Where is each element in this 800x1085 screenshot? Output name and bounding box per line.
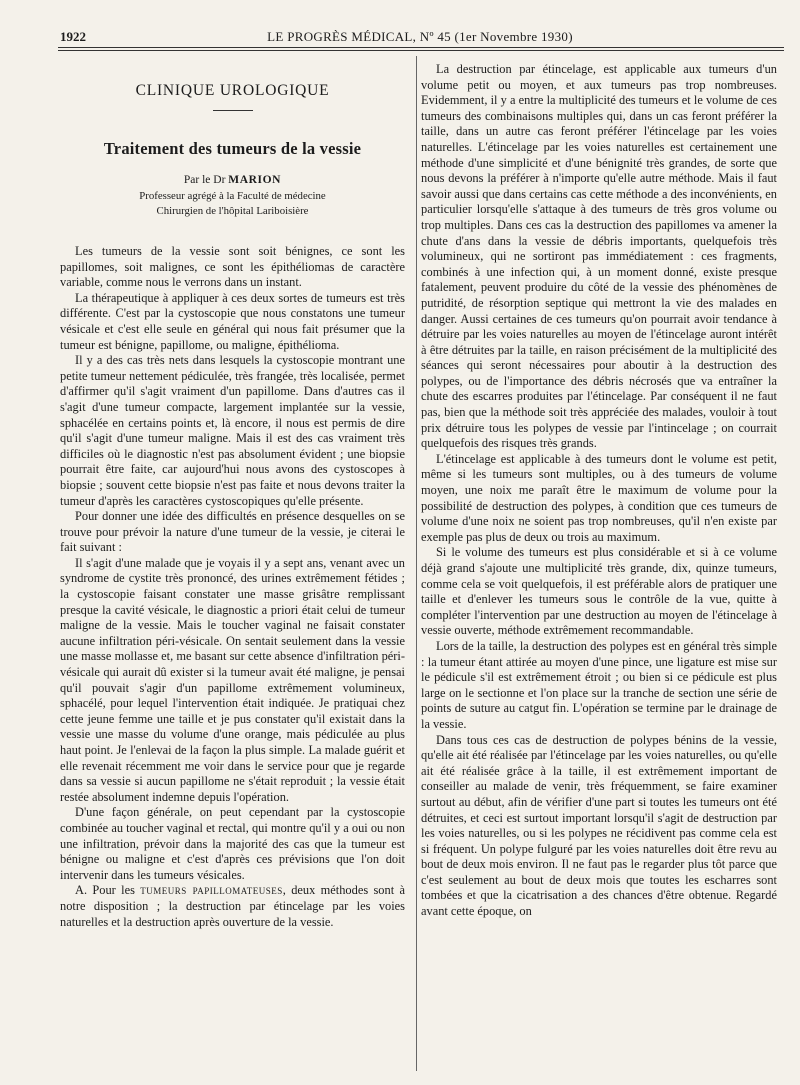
column-divider bbox=[416, 56, 417, 1071]
paragraph: La thérapeutique à appliquer à ces deux sortes de tumeurs est très différente. C'est par la cystoscopie que nous constatons une tumeur vésicale et c'est elle seule en général qui nous fait présumer que la tumeur est bénigne, papillome, ou maligne, épithélioma. bbox=[60, 290, 405, 352]
paragraph-subsection-a bbox=[60, 883, 405, 930]
header-rule-double bbox=[58, 50, 784, 51]
paragraph: D'une façon générale, on peut cependant par la cystoscopie combinée au toucher vaginal et rectal, qui montre qu'il y a oui ou non une infiltration, prévoir dans la majorité des cas que la tumeur est bénigne ou maligne et c'est d'après ces prévisions que l'on doit intervenir dans les tumeurs vésicales. bbox=[60, 805, 405, 882]
article-title: Traitement des tumeurs de la vessie bbox=[103, 139, 362, 158]
affiliation-line-2: Chirurgien de l'hôpital Lariboisière bbox=[156, 205, 309, 217]
left-column bbox=[60, 62, 405, 930]
left-body bbox=[60, 244, 405, 930]
page-number: 1922 bbox=[60, 29, 86, 44]
paragraph: Si le volume des tumeurs est plus considérable et si à ce volume déjà grand s'ajoute une multiplicité très grande, dix, quinze tumeurs, comme cela se voit quelquefois, il est préférable alors de pratiquer une taille et d'enlever les tumeurs sous le contrôle de la vue, quitte à compléter l'intervention par une destruction au moyen de l'étincelage à vessie ouverte, méthode extrêmement recommandable. bbox=[421, 545, 777, 638]
running-title: LE PROGRÈS MÉDICAL, Nº 45 (1er Novembre 1930) bbox=[267, 29, 573, 44]
paragraph: La destruction par étincelage, est applicable aux tumeurs d'un volume petit ou moyen, et aux tumeurs pas trop nombreuses. Evidemment, il y a entre la multiplicité des tumeurs et le volume de ces tumeurs des combinaisons multiples qui, dans un cas feront préférer la taille, dans un autre cas feront préférer l'étincelage par les voies naturelles. L'étincelage par les voies naturelles est certainement une méthode d'une simplicité et d'une bénignité très grandes, de sorte que nous devons la préférer à n'importe qu'elle autre méthode. Mais il faut savoir aussi que dans certains cas cette méthode a des inconvénients, en particulier lorsqu'elle s'attaque à des tumeurs de très gros volume ou trop multiples. Dans ces cas la destruction des papillomes va amener la chute d'ans dans la vessie de débris importants, quelquefois très volumineux, qui ne sortiront pas immédiatement : ces fragments, combinés à une infection qui, à un moment donné, existe presque fatalement, peuvent produire du côté de la vessie des phénomènes de putridité, de résorption septique qui mettront la vie des malades en danger. Aussi certaines de ces tumeurs qu'on pourrait avoir tendance à détruire par les voies naturelles au moyen de l'étincelage auront intérêt à être détruites par la taille, en raison précisément de la multiplicité des séances qui seront nécessaires pour aboutir à la destruction des polypes, ou de l'importance des débris nécrosés que va entraîner la chute des escarres produites par l'étincelage. Par conséquent il ne faut pas, bien que la méthode soit très appréciée des malades, vouloir à tout prix détruire tous les polypes de vessie par l'intincelage ; on courrait quelquefois des risques très grands. bbox=[421, 62, 777, 451]
paragraph: Il s'agit d'une malade que je voyais il y a sept ans, venant avec un syndrome de cystite très prononcé, des urines extrêmement fétides ; la cystoscopie faisant constater une masse grisâtre remplissant presque la cavité vésicale, le diagnostic a priori était celui de tumeur maligne de la vessie. Mais le toucher vaginal ne faisait constater aucune infiltration péri-vésicale. On sentait seulement dans la vessie une masse mollasse et, me basant sur cette absence d'infiltration péri-vésicale qui aurait dû exister si la tumeur avait été maligne, je pensai qu'il pouvait s'agir d'un papillome extrêmement volumineux, sphacélé, pour lequel l'intervention était indiquée. Je pratiquai chez cette jeune femme une taille et je pus constater qu'il existait dans la vessie une masse du volume d'une orange, mais pédiculée au plus haut point. Je l'enlevai de la façon la plus simple. La malade guérit et elle revenait récemment me voir dans le service pour que je regarde dans sa vessie si aucun papillome ne s'était reproduit ; la vessie était restée absolument indemne depuis l'opération. bbox=[60, 555, 405, 804]
right-column bbox=[421, 62, 777, 920]
subsection-term: tumeurs papillomateuses bbox=[140, 883, 283, 898]
paragraph: L'étincelage est applicable à des tumeurs dont le volume est petit, même si les tumeurs sont multiples, ou à des tumeurs de volume moyen, une noix me paraît être le maximum de volume pour la possibilité de destruction des polypes, à condition que ces tumeurs de volume d'une noix ne soient pas trop nombreuses, qu'il n'en existe par exemple pas plus de deux ou trois au maximum. bbox=[421, 451, 777, 544]
section-rule bbox=[213, 110, 253, 111]
byline-prefix: Par le Dr bbox=[183, 174, 226, 186]
author-name: MARION bbox=[228, 174, 282, 186]
paragraph: Il y a des cas très nets dans lesquels la cystoscopie montrant une petite tumeur nettement pédiculée, très frangée, très localisée, permet d'affirmer qu'il s'agit vraiment d'un papillome. Dans d'autres cas il s'agit d'une tumeur compacte, largement implantée sur la vessie, sphacélée en certains points et, là encore, il nous est permis de dire qu'il s'agit d'une tumeur maligne. Mais il est des cas vraiment très difficiles où le diagnostic n'est pas absolument évident ; une biopsie pourrait être faite, car aujourd'hui nous avons des cystoscopes à biopsie ; souvent cette biopsie n'est pas faite et nous devons traiter la tumeur d'après les caractères cystoscopiques qu'elle présente. bbox=[60, 353, 405, 508]
header-rule bbox=[58, 47, 784, 48]
paragraph: Dans tous ces cas de destruction de polypes bénins de la vessie, qu'elle ait été réalisée par l'étincelage par les voies naturelles, ou qu'elle ait été réalisée grâce à la taille, il est extrêmement important de conseiller au malade de venir, très fréquemment, se faire examiner surtout au début, afin de vérifier d'une part si toutes les tumeurs ont été détruites, et ceci est surtout important lorsqu'il s'agit de destruction par les voies naturelles, ou si les polypes ne récidivent pas comme cela est si fréquent. Un polype fulguré par les voies naturelles doit être revu au bout de deux mois environ. Il ne faut pas le regarder plus tôt parce que c'est seulement au bout de deux mois que toutes les escharres sont tombées et que la cicatrisation a des chances d'être obtenue. Regardé avant cette époque, on bbox=[421, 732, 777, 919]
paragraph: Lors de la taille, la destruction des polypes est en général très simple : la tumeur étant attirée au moyen d'une pince, une ligature est mise sur le pédicule s'il est extrêmement étroit ; ou bien si ce pédicule est plus large on le sectionne et l'on place sur la tranche de section une série de points de suture au catgut fin. L'opération se termine par le drainage de la vessie. bbox=[421, 638, 777, 731]
paragraph: Les tumeurs de la vessie sont soit bénignes, ce sont les papillomes, soit malignes, ce sont les épithéliomas de caractère variable, comme nous le verrons dans un instant. bbox=[60, 244, 405, 290]
subsection-lead: A. Pour les bbox=[75, 883, 135, 898]
running-header bbox=[60, 28, 780, 46]
section-heading: CLINIQUE UROLOGIQUE bbox=[135, 82, 330, 99]
subsection-rest: , deux méthodes sont à notre disposition ; la destruction par étincelage par les voies naturelles et la destruction après ouverture de la vessie. bbox=[60, 883, 405, 929]
affiliation-line-1: Professeur agrégé à la Faculté de médecine bbox=[139, 190, 326, 202]
byline bbox=[60, 173, 405, 188]
paragraph: Pour donner une idée des difficultés en présence desquelles on se trouve pour prévoir la nature d'une tumeur de la vessie, je citerai le fait suivant : bbox=[60, 509, 405, 555]
